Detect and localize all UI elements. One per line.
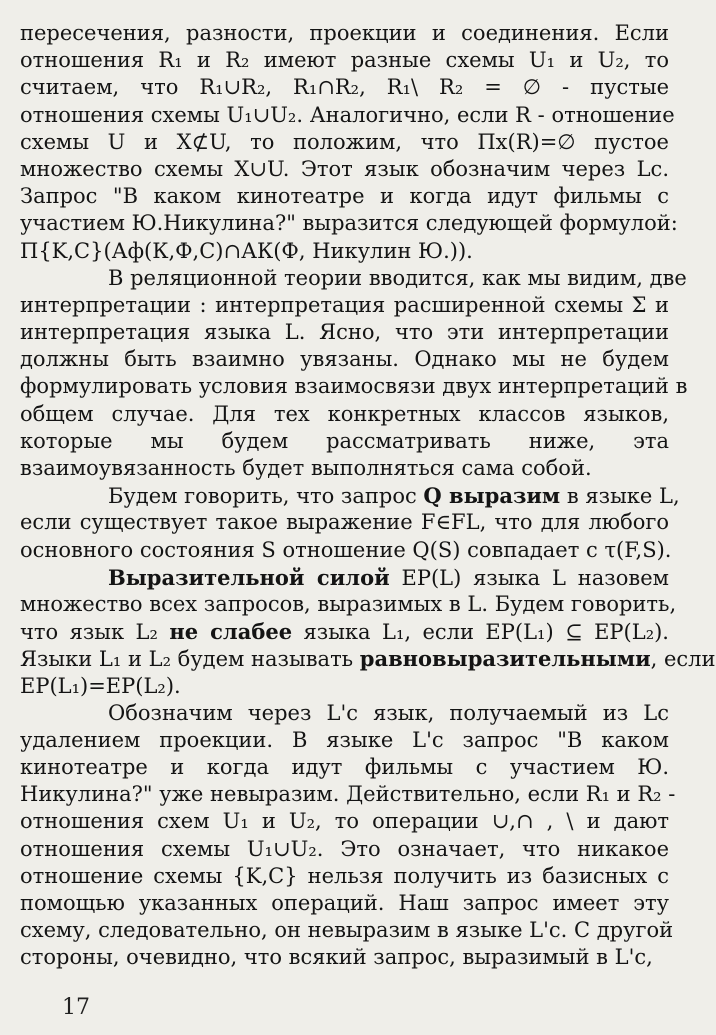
- text-line: [20, 645, 716, 672]
- text-line: [20, 346, 669, 373]
- text-line: [20, 808, 669, 835]
- text-line: [20, 319, 669, 346]
- text-segment: кинотеатре и когда идут фильмы с участием Ю.: [20, 755, 669, 780]
- paragraph-3: [20, 482, 680, 564]
- text-body: [20, 20, 716, 972]
- text-segment: должны быть взаимно увязаны. Однако мы не будем: [20, 347, 669, 372]
- text-line: [20, 917, 674, 944]
- text-line: [20, 292, 669, 319]
- text-segment: языка L₁, если EP(L₁) ⊆ EP(L₂).: [292, 620, 669, 645]
- text-segment: стороны, очевидно, что всякий запрос, выразимый в L'c,: [20, 945, 653, 970]
- text-segment: участием Ю.Никулина?" выразится следующей формулой:: [20, 211, 678, 236]
- text-line: [20, 890, 669, 917]
- text-segment: схему, следовательно, он невыразим в языке L'c. С другой: [20, 918, 674, 943]
- text-segment: EP(L₁)=EP(L₂).: [20, 673, 181, 698]
- text-line: [20, 183, 669, 210]
- bold-term: не слабее: [169, 619, 293, 645]
- text-line: [20, 428, 669, 455]
- text-line: [20, 509, 669, 536]
- text-line: [20, 863, 669, 890]
- text-segment: Будем говорить, что запрос: [108, 484, 424, 509]
- text-segment: отношение схемы {K,C} нельзя получить из базисных с: [20, 863, 669, 888]
- text-line: [20, 401, 669, 428]
- text-line: [20, 74, 669, 101]
- text-segment: отношения схемы U₁∪U₂. Аналогично, если R - отношение: [20, 102, 675, 127]
- text-segment: схемы U и X⊄U, то положим, что Πx(R)=∅ пустое: [20, 129, 669, 154]
- text-segment: что язык L₂: [20, 620, 170, 645]
- text-segment: , что для любого: [479, 510, 669, 535]
- text-line: [20, 373, 688, 400]
- text-segment: интерпретация языка L. Ясно, что эти интерпретации: [20, 320, 669, 345]
- text-line: [20, 591, 677, 618]
- text-line: [20, 210, 678, 237]
- text-segment: Обозначим через L'c язык, получаемый из Lc: [108, 700, 669, 725]
- text-line: [20, 944, 669, 971]
- text-segment: которые мы будем рассматривать ниже, эта: [20, 428, 669, 453]
- text-line: [20, 754, 669, 781]
- paragraph-4: [20, 564, 716, 700]
- text-segment: L: [465, 510, 480, 535]
- text-segment: отношения схем U₁ и U₂, то операции ∪,∩ , \ и дают: [20, 809, 669, 834]
- text-line: [20, 618, 669, 645]
- text-segment: В реляционной теории вводится, как мы видим, две: [108, 265, 687, 290]
- text-segment: взаимоувязанность будет выполняться сама собой.: [20, 456, 592, 480]
- text-segment: Языки L₁ и L₂ будем называть: [20, 647, 360, 672]
- bold-term: равновыразительными: [359, 646, 651, 672]
- text-line: [20, 482, 680, 509]
- text-segment: EP(L) языка L назовем: [389, 565, 669, 590]
- text-line: [20, 727, 669, 754]
- text-segment: Никулина?" уже невыразим. Действительно, если R₁ и R₂ -: [20, 782, 676, 807]
- text-line: [20, 47, 669, 74]
- text-segment: формулировать условия взаимосвязи двух интерпретаций в: [20, 374, 688, 399]
- text-segment: общем случае. Для тех конкретных классов языков,: [20, 401, 669, 426]
- paragraph-1: [20, 20, 678, 265]
- text-segment: множество всех запросов, выразимых в L. Будем говорить,: [20, 591, 677, 616]
- text-line: [20, 836, 669, 863]
- text-line: [20, 673, 669, 700]
- text-segment: помощью указанных операций. Наш запрос имеет эту: [20, 891, 669, 915]
- bold-term: Выразительной силой: [108, 564, 390, 590]
- text-segment: пересечения, разности, проекции и соединения. Если: [20, 21, 669, 45]
- text-segment: считаем, что R₁∪R₂, R₁∩R₂, R₁\ R₂ = ∅ - пустые: [20, 75, 669, 100]
- text-line: [20, 265, 687, 292]
- bold-term: Q выразим: [423, 483, 561, 509]
- text-segment: интерпретации : интерпретация расширенной схемы Σ и: [20, 292, 669, 317]
- text-line: [20, 102, 675, 129]
- text-segment: множество схемы X∪U. Этот язык обозначим через Lc.: [20, 156, 669, 181]
- text-segment: удалением проекции. В языке L'c запрос "В каком: [20, 727, 669, 752]
- text-segment: отношения схемы U₁∪U₂. Это означает, что никакое: [20, 836, 669, 861]
- text-segment: Π{K,C}(Аф(К,Ф,С)∩АК(Ф, Никулин Ю.)).: [20, 238, 473, 263]
- text-line: [20, 781, 676, 808]
- paragraph-5: [20, 700, 676, 972]
- text-line: [20, 20, 669, 47]
- text-line: [20, 700, 669, 727]
- text-segment: , если: [650, 647, 716, 672]
- page-number: 17: [62, 995, 90, 1020]
- text-line: [20, 129, 669, 156]
- paragraph-2: [20, 265, 688, 483]
- text-line: [20, 564, 669, 591]
- text-segment: если существует такое выражение F∈F: [20, 510, 466, 535]
- text-segment: Запрос "В каком кинотеатре и когда идут фильмы с: [20, 184, 669, 209]
- text-line: [20, 156, 669, 183]
- text-segment: в языке L,: [560, 484, 680, 509]
- text-line: [20, 238, 669, 265]
- text-segment: отношения R₁ и R₂ имеют разные схемы U₁ и U₂, то: [20, 48, 669, 73]
- text-line: [20, 537, 672, 564]
- text-segment: основного состояния S отношение Q(S) совпадает с τ(F,S).: [20, 537, 672, 562]
- text-line: [20, 455, 669, 482]
